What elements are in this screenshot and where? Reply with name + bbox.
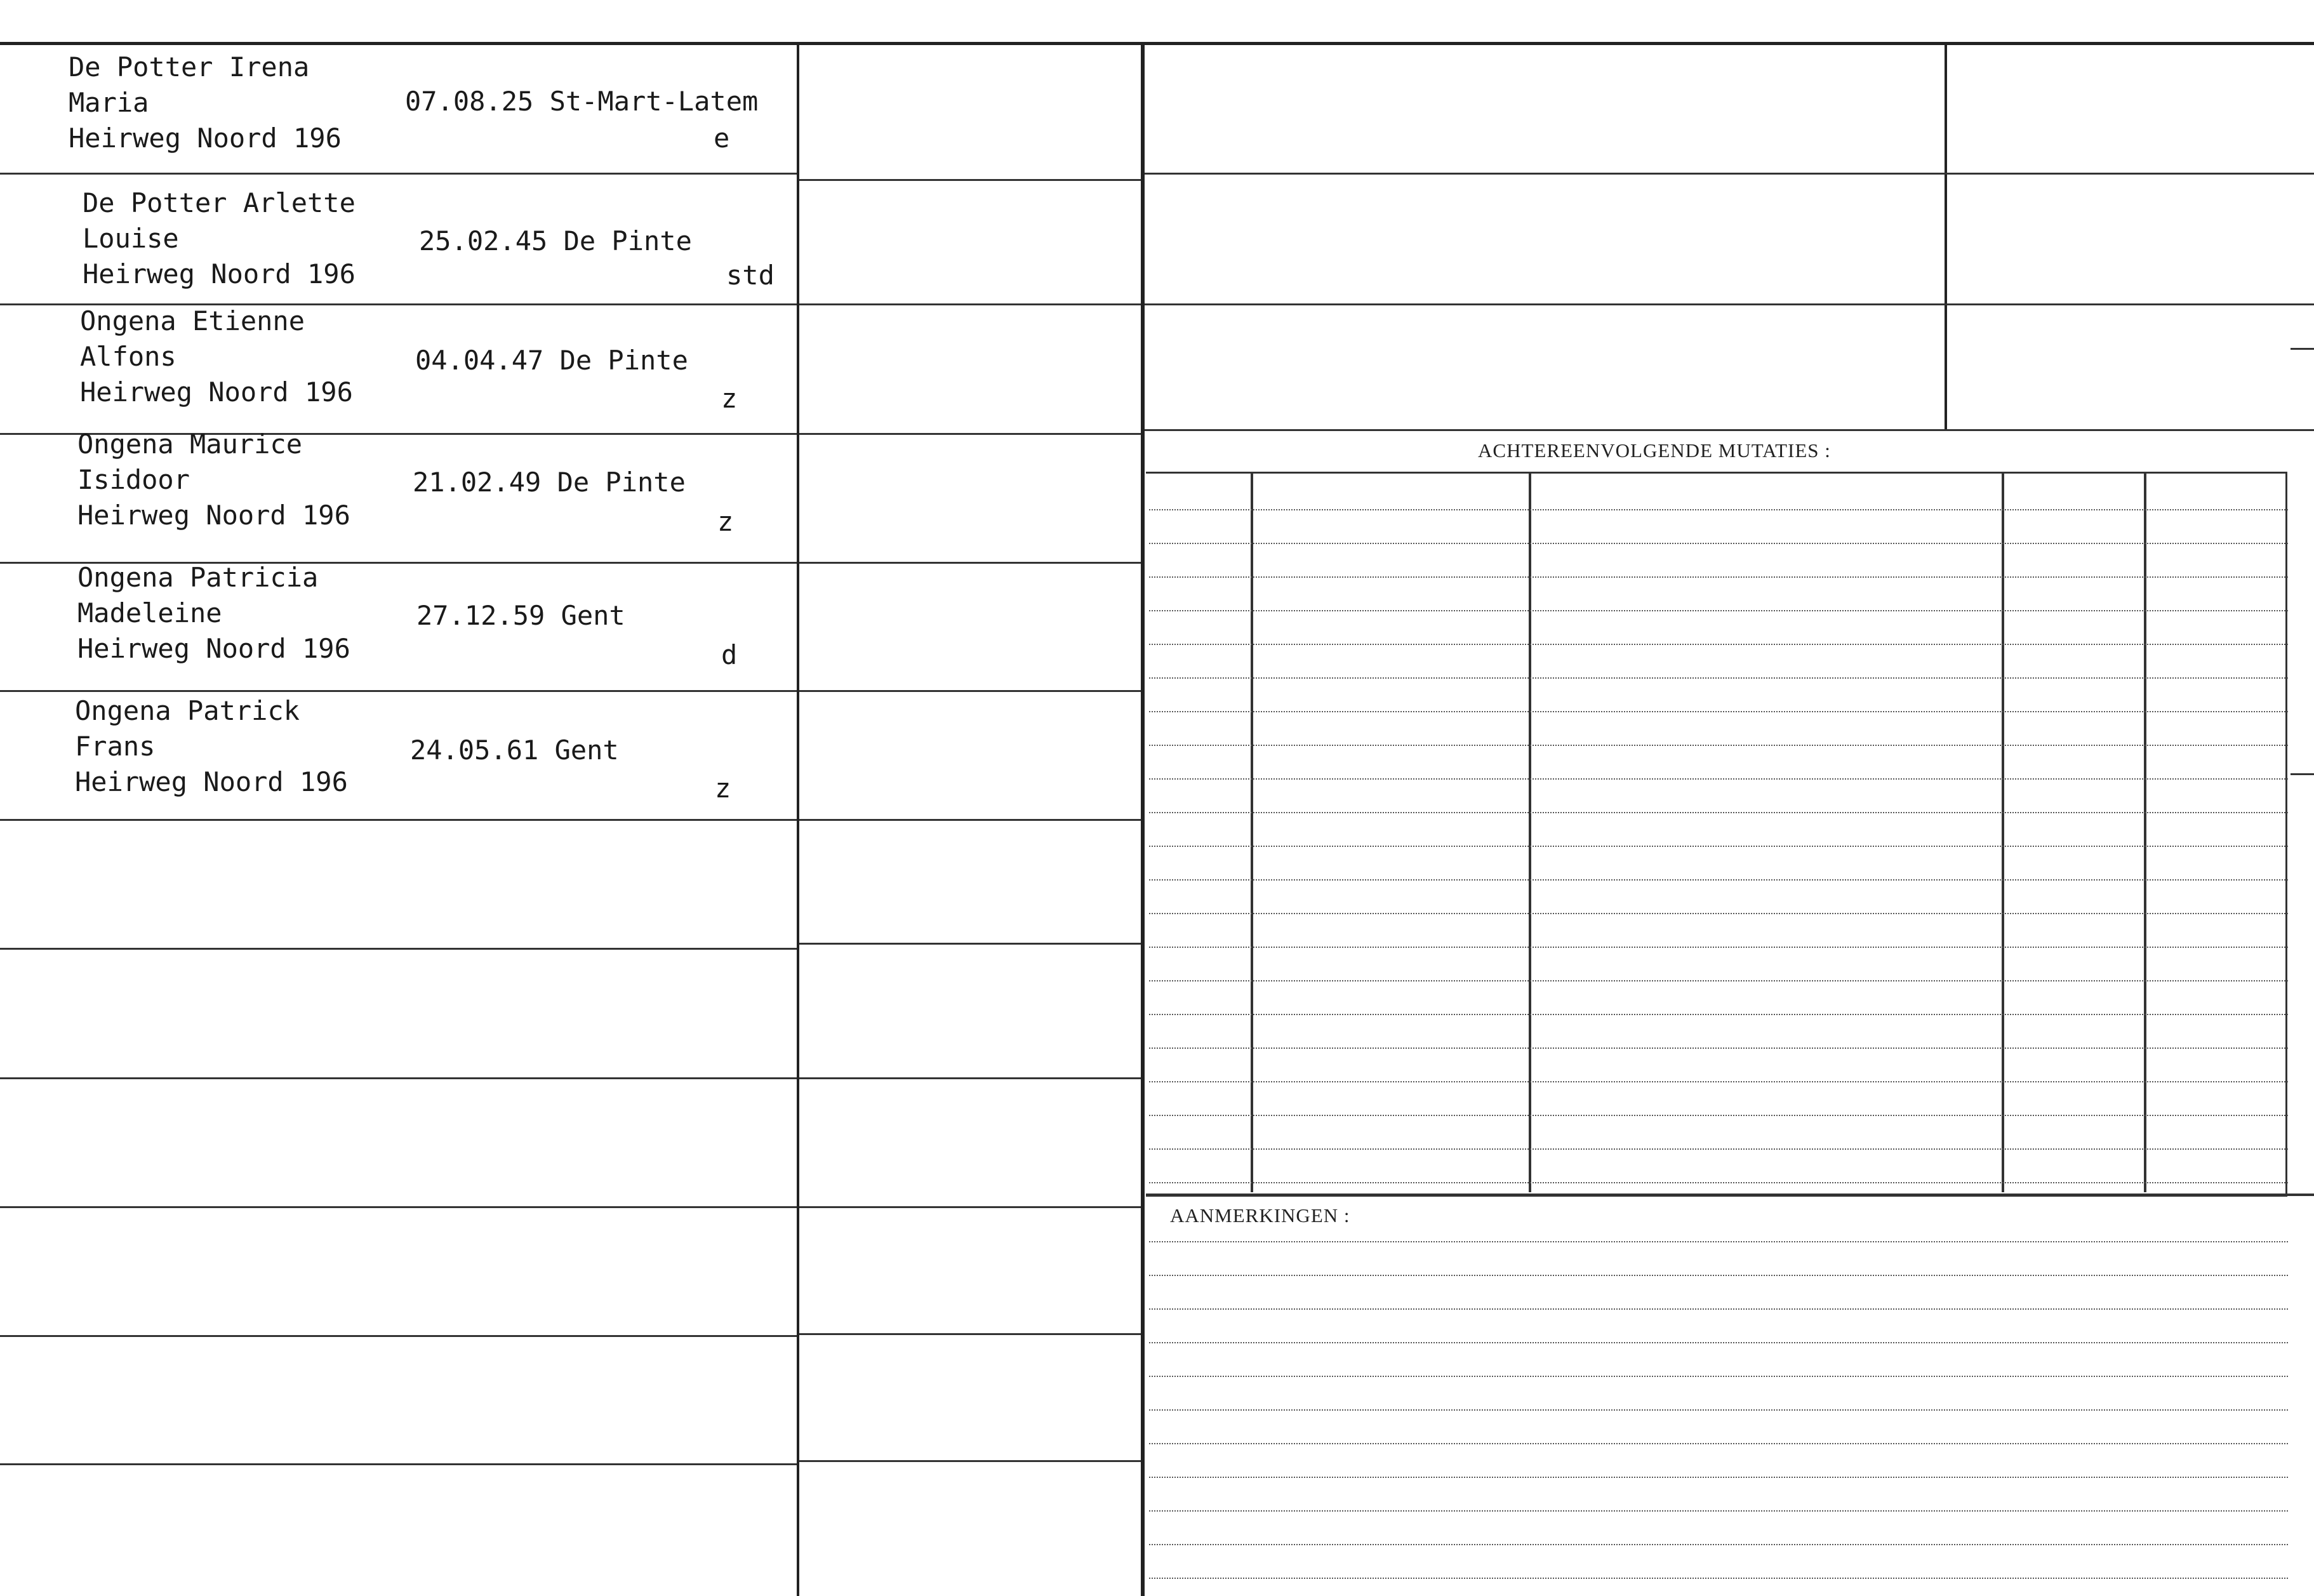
row-separator [799, 562, 1141, 564]
person-second-name: Isidoor [77, 464, 190, 495]
ruled-line [1149, 1148, 2288, 1150]
row-separator [799, 1460, 1141, 1462]
person-address: Heirweg Noord 196 [83, 258, 356, 289]
person-birth: 25.02.45 De Pinte [419, 225, 692, 256]
person-row [0, 693, 797, 820]
row-separator [1145, 303, 2314, 305]
row-separator [799, 179, 1141, 181]
row-separator [799, 690, 1141, 692]
mutations-column-line [2144, 474, 2146, 1192]
person-birth: 04.04.47 De Pinte [415, 345, 688, 376]
row-separator [0, 690, 797, 692]
row-separator [799, 1206, 1141, 1208]
person-code: std [726, 260, 775, 291]
ruled-line [1149, 846, 2288, 847]
person-name: Ongena Patricia [77, 562, 319, 593]
ruled-line [1149, 610, 2288, 611]
person-address: Heirweg Noord 196 [69, 123, 342, 154]
ruled-line [1149, 1182, 2288, 1183]
row-separator [0, 1335, 797, 1337]
person-row [0, 427, 797, 554]
person-birth: 21.02.49 De Pinte [413, 467, 686, 498]
ruled-line [1149, 1047, 2288, 1049]
ruled-line [1149, 1081, 2288, 1082]
person-row [0, 560, 797, 687]
ruled-line [1149, 1510, 2288, 1512]
row-separator [799, 943, 1141, 945]
ruled-line [1149, 1409, 2288, 1411]
ruled-line [1149, 1308, 2288, 1310]
ruled-line [1149, 677, 2288, 679]
ruled-line [1149, 576, 2288, 578]
row-separator [1145, 173, 2314, 175]
person-row [0, 303, 797, 430]
person-address: Heirweg Noord 196 [80, 376, 353, 408]
person-second-name: Maria [69, 87, 149, 118]
ruled-line [1149, 1014, 2288, 1015]
ruled-line [1149, 980, 2288, 981]
row-separator [1145, 429, 2314, 431]
row-separator [799, 819, 1141, 821]
ruled-line [1149, 644, 2288, 645]
person-address: Heirweg Noord 196 [77, 633, 350, 664]
person-code: d [721, 639, 738, 670]
person-name: De Potter Arlette [83, 187, 356, 218]
mutations-heading: ACHTEREENVOLGENDE MUTATIES : [1478, 439, 1831, 462]
person-birth: 24.05.61 Gent [410, 735, 619, 766]
person-second-name: Alfons [80, 341, 176, 372]
ruled-line [1149, 947, 2288, 948]
row-separator [799, 1077, 1141, 1079]
person-row [0, 46, 797, 173]
ruled-line [1149, 1241, 2288, 1242]
person-second-name: Frans [75, 731, 156, 762]
column-divider-2 [1141, 44, 1145, 1596]
row-separator [799, 1333, 1141, 1335]
row-separator [799, 433, 1141, 435]
row-separator [0, 1463, 797, 1465]
person-address: Heirweg Noord 196 [75, 766, 348, 797]
mutations-column-line [1529, 474, 1531, 1192]
row-separator [0, 1077, 797, 1079]
ruled-line [1149, 1477, 2288, 1478]
ruled-line [1149, 1115, 2288, 1116]
ruled-line [1149, 745, 2288, 746]
person-code: e [714, 123, 730, 154]
ruled-line [1149, 711, 2288, 712]
person-birth: 07.08.25 St-Mart-Latem [405, 86, 759, 117]
person-code: z [717, 506, 734, 537]
ruled-line [1149, 1578, 2288, 1579]
person-second-name: Madeleine [77, 597, 222, 628]
person-name: De Potter Irena [69, 51, 310, 83]
row-separator [0, 1206, 797, 1208]
person-name: Ongena Etienne [80, 305, 305, 336]
ruled-line [1149, 509, 2288, 510]
ruled-line [1149, 543, 2288, 544]
person-row [0, 182, 797, 309]
mutations-column-line [1251, 474, 1253, 1192]
row-separator [799, 303, 1141, 305]
ruled-line [1149, 879, 2288, 881]
column-divider-3 [1945, 44, 1947, 429]
person-name: Ongena Maurice [77, 429, 303, 460]
edge-tick [2291, 773, 2314, 775]
ruled-line [1149, 1275, 2288, 1276]
top-rule [0, 42, 2314, 45]
edge-tick [2291, 348, 2314, 350]
person-name: Ongena Patrick [75, 695, 300, 726]
remarks-heading: AANMERKINGEN : [1170, 1204, 1350, 1227]
person-code: z [721, 383, 738, 414]
ruled-line [1149, 812, 2288, 813]
person-second-name: Louise [83, 223, 179, 254]
person-address: Heirweg Noord 196 [77, 500, 350, 531]
ruled-line [1149, 1342, 2288, 1343]
row-separator [0, 948, 797, 950]
mutations-column-line [2002, 474, 2004, 1192]
mutations-table [1146, 472, 2287, 1197]
ruled-line [1149, 1443, 2288, 1444]
person-birth: 27.12.59 Gent [416, 600, 625, 631]
ruled-line [1149, 1376, 2288, 1377]
mutations-bottom-rule [1146, 1194, 2314, 1196]
ruled-line [1149, 778, 2288, 780]
person-code: z [715, 773, 731, 804]
ruled-line [1149, 1544, 2288, 1545]
row-separator [0, 173, 797, 175]
ruled-line [1149, 913, 2288, 914]
